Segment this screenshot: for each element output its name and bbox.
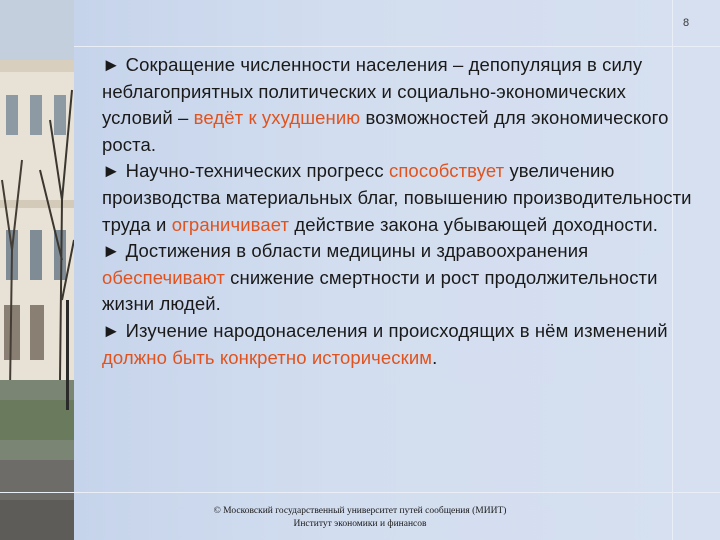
highlighted-text: ведёт к ухудшению xyxy=(193,107,361,129)
bullet-text: Изучение народонаселения и происходящих в нём изменений xyxy=(125,319,668,341)
highlighted-text: обеспечивают xyxy=(102,266,225,288)
building-photo xyxy=(0,0,74,540)
highlighted-text: должно быть конкретно историческим xyxy=(102,346,433,368)
bullet-text: Научно-технических прогресс xyxy=(125,160,389,182)
highlighted-text: ограничивает xyxy=(171,213,290,235)
bullet-text: Сокращение численности населения – депопуляция в силу неблагоприятных политических и социально-экономических условий – xyxy=(102,54,643,129)
bullet-text: снижение смертности и рост продолжительности жизни людей. xyxy=(102,266,658,315)
footer-copyright: © Московский государственный университет путей сообщения (МИИТ) xyxy=(213,506,507,516)
bullet-paragraph xyxy=(102,52,694,158)
bullet-arrow-icon: ► xyxy=(102,319,126,341)
highlighted-text: способствует xyxy=(388,160,505,182)
page-number: 8 xyxy=(682,17,690,29)
bullet-text: действие закона убывающей доходности. xyxy=(289,213,658,235)
bullet-paragraph xyxy=(102,238,694,318)
bullet-text: увеличению производства материальных благ, повышению производительности труда и xyxy=(102,160,692,235)
bullet-text: возможностей для экономического роста. xyxy=(102,107,669,155)
bullet-paragraph xyxy=(102,158,694,238)
frame-top-line xyxy=(74,46,720,47)
bullet-paragraph xyxy=(102,318,694,371)
footer xyxy=(160,505,560,531)
bullet-text: . xyxy=(432,346,438,368)
frame-bottom-line xyxy=(0,492,720,493)
bullet-text: Достижения в области медицины и здравоохранения xyxy=(125,240,589,262)
footer-institute: Институт экономики и финансов xyxy=(293,519,427,529)
bullet-arrow-icon: ► xyxy=(102,160,126,182)
bullet-arrow-icon: ► xyxy=(102,54,126,75)
bullet-arrow-icon: ► xyxy=(102,240,126,262)
slide-body-text xyxy=(102,52,694,371)
